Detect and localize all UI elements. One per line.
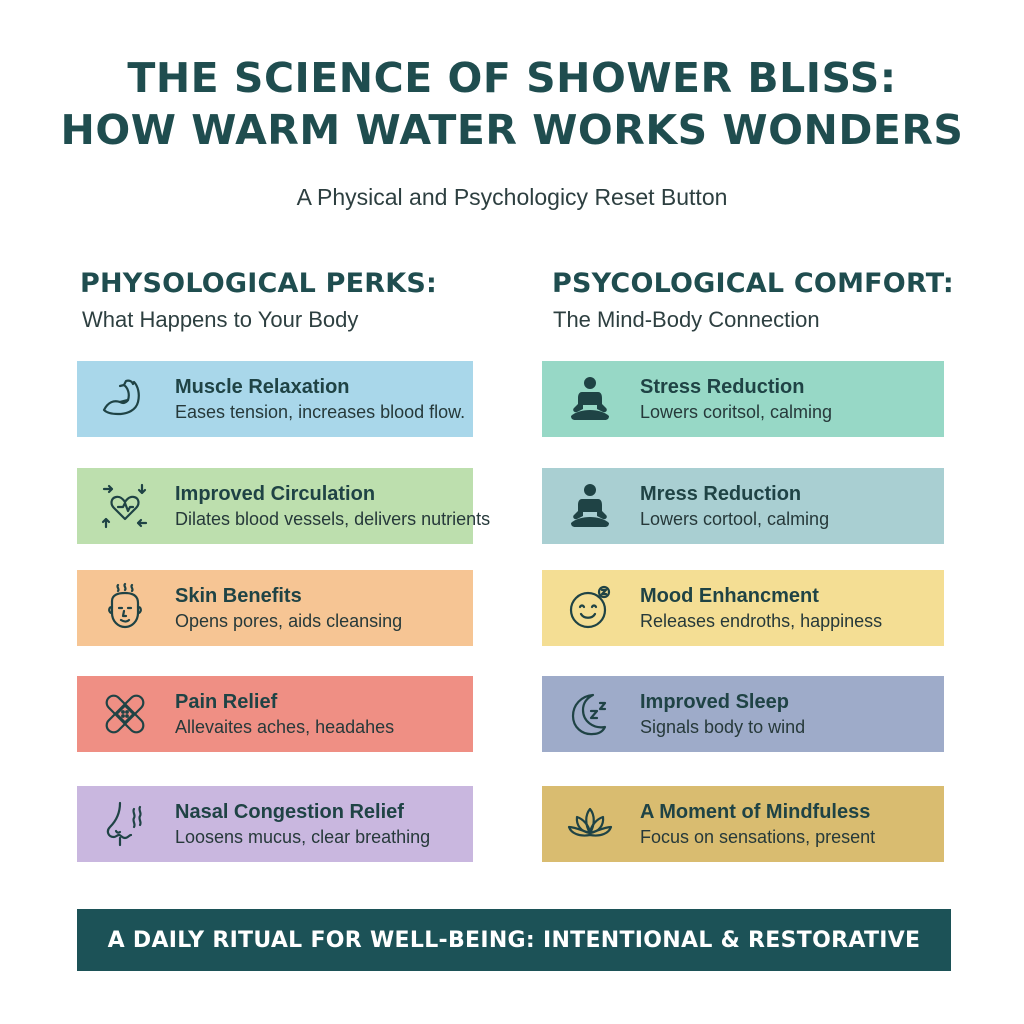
steamy-face-icon	[95, 580, 155, 636]
meditation-icon	[560, 478, 620, 534]
bandage-icon	[95, 686, 155, 742]
footer-banner	[77, 909, 951, 971]
card-description: Loosens mucus, clear breathing	[175, 827, 431, 847]
card-title: Improved Sleep	[640, 691, 789, 713]
card-title: Muscle Relaxation	[175, 376, 350, 398]
card-mress-reduction	[542, 468, 944, 544]
moon-sleep-icon	[560, 686, 620, 742]
card-title: Stress Reduction	[640, 376, 805, 398]
card-description: Dilates blood vessels, delivers nutrients	[175, 509, 491, 529]
card-moment-of-mindfulness	[542, 786, 944, 862]
card-skin-benefits	[77, 570, 473, 646]
card-title: Skin Benefits	[175, 585, 302, 607]
card-title: A Moment of Mindfuless	[640, 801, 871, 823]
card-description: Lowers coritsol, calming	[640, 402, 833, 422]
page-subtitle: A Physical and Psychologicy Reset Button	[296, 184, 728, 210]
card-improved-circulation	[77, 468, 491, 544]
card-description: Signals body to wind	[640, 717, 806, 737]
card-stress-reduction	[542, 361, 944, 437]
left-section-heading: PHYSOLOGICAL PERKS:	[80, 268, 438, 299]
card-description: Focus on sensations, present	[640, 827, 876, 847]
meditation-icon	[560, 371, 620, 427]
heart-arrows-icon	[95, 478, 155, 534]
card-description: Releases endroths, happiness	[640, 611, 883, 631]
card-title: Improved Circulation	[175, 483, 376, 505]
right-section-heading: PSYCOLOGICAL COMFORT:	[552, 268, 954, 299]
footer-text: A DAILY RITUAL FOR WELL-BEING: INTENTIONAL & RESTORATIVE	[107, 927, 921, 953]
nose-icon	[95, 796, 155, 852]
card-title: Nasal Congestion Relief	[175, 801, 404, 823]
card-title: Pain Relief	[175, 691, 278, 713]
card-title: Mood Enhancment	[640, 585, 819, 607]
smiley-face-icon	[560, 580, 620, 636]
card-description: Eases tension, increases blood flow.	[175, 402, 466, 422]
right-section-subheading: The Mind-Body Connection	[553, 307, 820, 332]
card-muscle-relaxation	[77, 361, 473, 437]
card-pain-relief	[77, 676, 473, 752]
left-section-subheading: What Happens to Your Body	[82, 307, 359, 332]
card-title: Mress Reduction	[640, 483, 802, 505]
card-description: Allevaites aches, headahes	[175, 717, 395, 737]
card-nasal-congestion-relief	[77, 786, 473, 862]
lotus-icon	[560, 796, 620, 852]
card-mood-enhancement	[542, 570, 944, 646]
card-description: Opens pores, aids cleansing	[175, 611, 403, 631]
card-description: Lowers cortool, calming	[640, 509, 830, 529]
title-line-1: THE SCIENCE OF SHOWER BLISS:	[127, 54, 897, 102]
card-improved-sleep	[542, 676, 944, 752]
page-title	[0, 52, 1024, 156]
flexed-arm-icon	[95, 371, 155, 427]
title-line-2: HOW WARM WATER WORKS WONDERS	[60, 106, 964, 154]
